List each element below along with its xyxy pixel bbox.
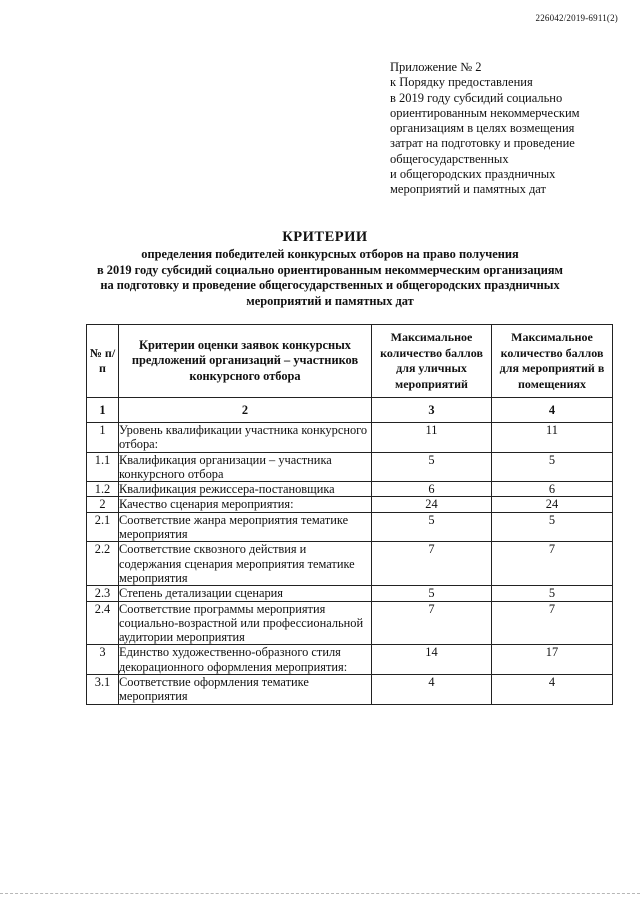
table-row <box>87 601 613 645</box>
row-criterion: Уровень квалификации участника конкурсного отбора: <box>119 423 372 453</box>
row-number: 3.1 <box>87 675 119 705</box>
row-street-score: 5 <box>372 512 492 542</box>
appendix-line: организациям в целях возмещения <box>390 121 575 136</box>
criteria-table <box>86 324 613 705</box>
row-number: 2.3 <box>87 586 119 601</box>
row-street-score: 24 <box>372 497 492 512</box>
column-index-row <box>87 398 613 423</box>
appendix-line: затрат на подготовку и проведение <box>390 136 575 151</box>
appendix-line: в 2019 году субсидий социально <box>390 90 563 105</box>
row-number: 2.1 <box>87 512 119 542</box>
scan-edge-divider <box>0 893 640 894</box>
row-number: 1.1 <box>87 452 119 482</box>
appendix-line: Приложение № 2 <box>390 60 482 74</box>
row-indoor-score: 24 <box>492 497 613 512</box>
row-number: 1.2 <box>87 482 119 497</box>
table-row <box>87 512 613 542</box>
table-row <box>87 482 613 497</box>
table-row <box>87 542 613 586</box>
table-row <box>87 586 613 601</box>
row-criterion: Соответствие сквозного действия и содержания сценария мероприятия тематике мероприятия <box>119 542 372 586</box>
row-number: 2.2 <box>87 542 119 586</box>
column-index: 4 <box>492 398 613 423</box>
row-indoor-score: 4 <box>492 675 613 705</box>
row-number: 2 <box>87 497 119 512</box>
subtitle-line: в 2019 году субсидий социально ориентированным некоммерческим организациям <box>97 262 563 277</box>
subtitle-line: определения победителей конкурсных отборов на право получения <box>141 247 519 261</box>
row-street-score: 6 <box>372 482 492 497</box>
row-street-score: 5 <box>372 452 492 482</box>
header-street-max: Максимальное количество баллов для уличных мероприятий <box>372 325 492 398</box>
appendix-line: к Порядку предоставления <box>390 75 533 90</box>
row-indoor-score: 6 <box>492 482 613 497</box>
header-indoor-max: Максимальное количество баллов для мероприятий в помещениях <box>492 325 613 398</box>
row-indoor-score: 5 <box>492 452 613 482</box>
row-street-score: 7 <box>372 542 492 586</box>
row-criterion: Единство художественно-образного стиля декорационного оформления мероприятия: <box>119 645 372 675</box>
table-row <box>87 423 613 453</box>
header-number: № п/п <box>87 325 119 398</box>
appendix-line: и общегородских праздничных <box>390 167 556 182</box>
document-number: 226042/2019-6911(2) <box>535 13 618 23</box>
row-street-score: 4 <box>372 675 492 705</box>
column-index: 1 <box>87 398 119 423</box>
row-street-score: 11 <box>372 423 492 453</box>
row-street-score: 14 <box>372 645 492 675</box>
appendix-line: мероприятий и памятных дат <box>390 182 546 197</box>
document-subtitle <box>40 247 620 309</box>
row-criterion: Соответствие программы мероприятия социально-возрастной или профессиональной аудитории мероприятия <box>119 601 372 645</box>
column-index: 3 <box>372 398 492 423</box>
subtitle-line: мероприятий и памятных дат <box>246 293 414 308</box>
column-index: 2 <box>119 398 372 423</box>
row-street-score: 7 <box>372 601 492 645</box>
subtitle-line: на подготовку и проведение общегосударственных и общегородских праздничных <box>100 278 560 292</box>
table-row <box>87 645 613 675</box>
table-row <box>87 452 613 482</box>
row-criterion: Степень детализации сценария <box>119 586 372 601</box>
row-criterion: Соответствие оформления тематике мероприятия <box>119 675 372 705</box>
row-criterion: Качество сценария мероприятия: <box>119 497 372 512</box>
row-indoor-score: 7 <box>492 601 613 645</box>
table-row <box>87 675 613 705</box>
row-indoor-score: 5 <box>492 512 613 542</box>
row-number: 2.4 <box>87 601 119 645</box>
table-row <box>87 497 613 512</box>
row-criterion: Квалификация режиссера-постановщика <box>119 482 372 497</box>
row-indoor-score: 5 <box>492 586 613 601</box>
appendix-block <box>390 60 625 198</box>
row-indoor-score: 11 <box>492 423 613 453</box>
row-criterion: Квалификация организации – участника конкурсного отбора <box>119 452 372 482</box>
row-number: 1 <box>87 423 119 453</box>
row-street-score: 5 <box>372 586 492 601</box>
row-indoor-score: 7 <box>492 542 613 586</box>
header-row <box>87 325 613 398</box>
document-title: КРИТЕРИИ <box>282 229 368 245</box>
appendix-line: ориентированным некоммерческим <box>390 105 580 120</box>
row-criterion: Соответствие жанра мероприятия тематике мероприятия <box>119 512 372 542</box>
appendix-line: общегосударственных <box>390 151 509 166</box>
row-indoor-score: 17 <box>492 645 613 675</box>
row-number: 3 <box>87 645 119 675</box>
header-criterion: Критерии оценки заявок конкурсных предложений организаций – участников конкурсного отбора <box>119 325 372 398</box>
